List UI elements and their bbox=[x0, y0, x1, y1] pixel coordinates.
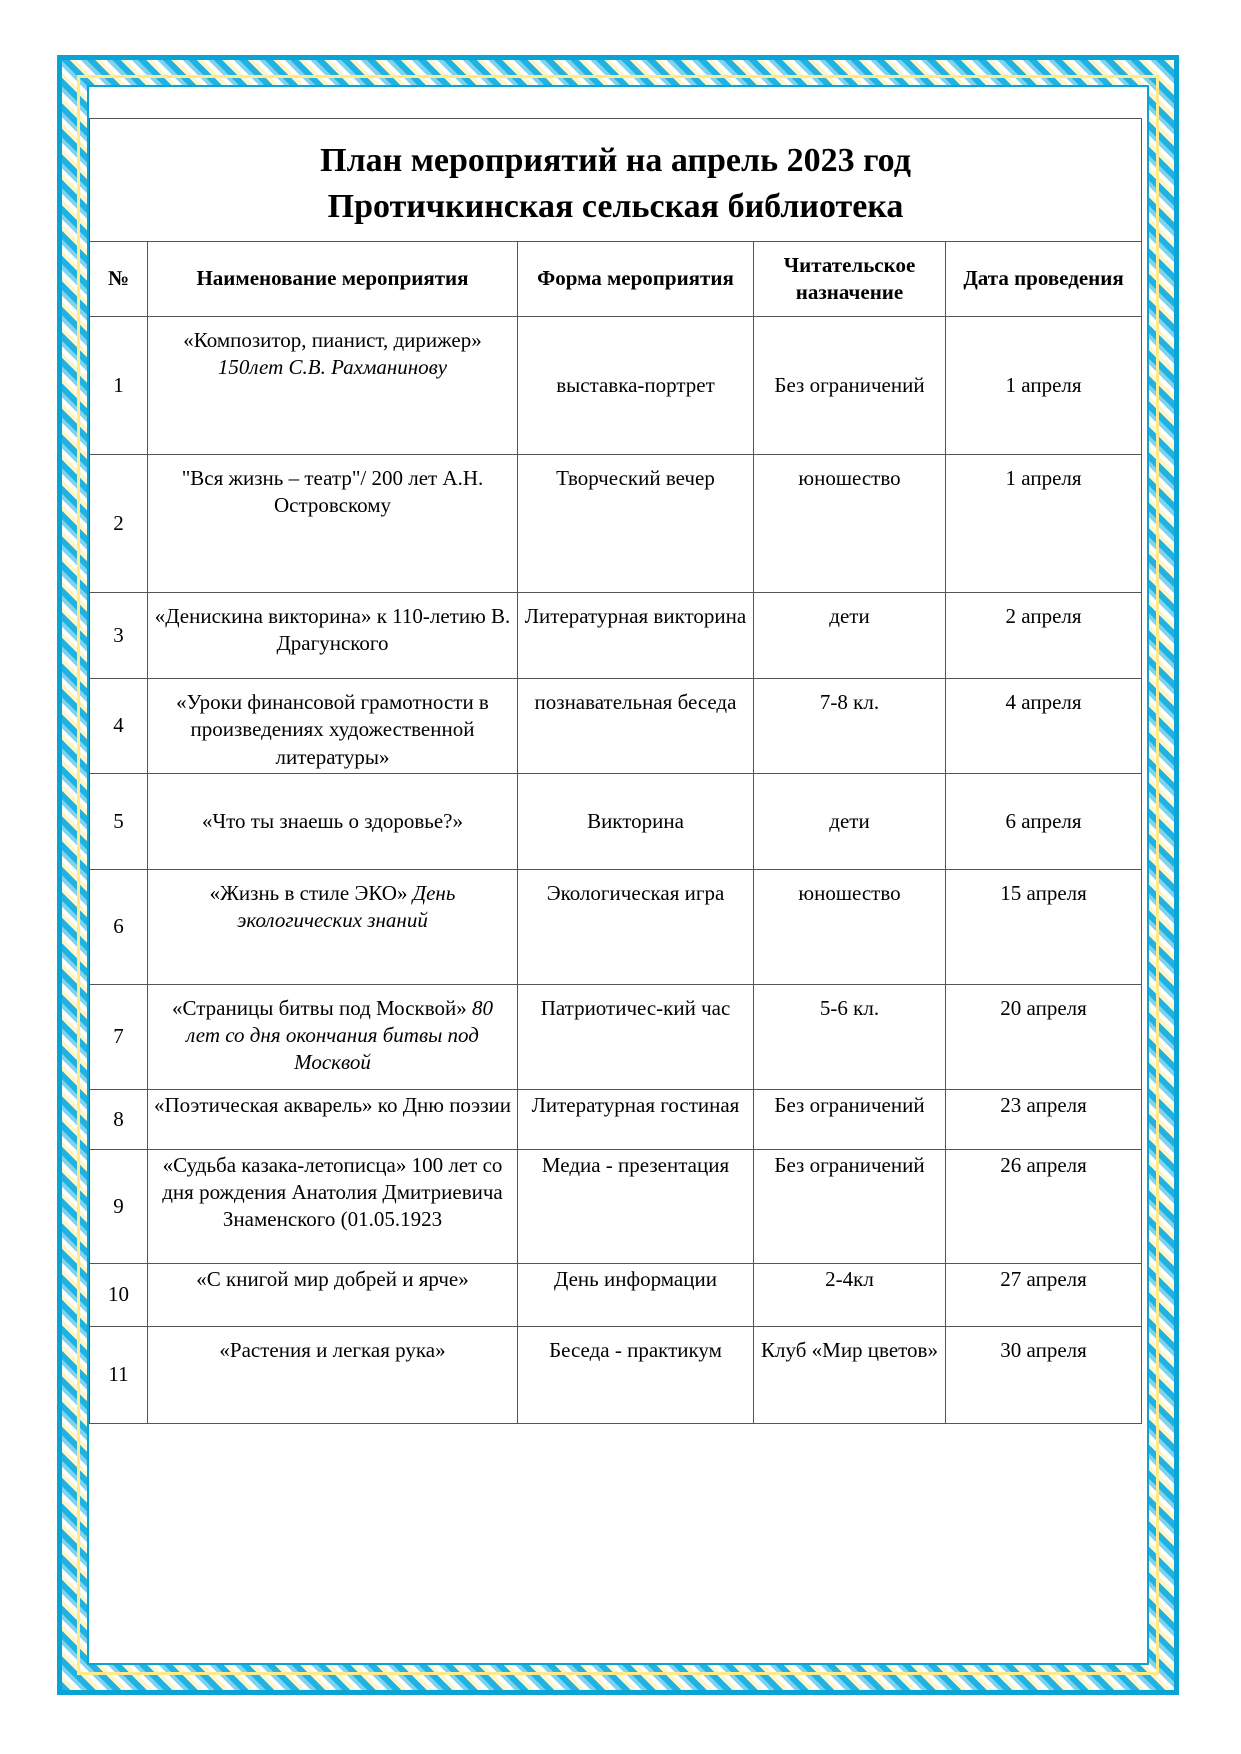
title-line-1: План мероприятий на апрель 2023 год bbox=[320, 142, 911, 180]
header-audience: Читательское назначение bbox=[754, 242, 946, 317]
row-form: Викторина bbox=[518, 773, 754, 869]
row-date: 20 апреля bbox=[946, 984, 1142, 1089]
table-row bbox=[90, 984, 1142, 1089]
row-date: 4 апреля bbox=[946, 679, 1142, 774]
row-name: «Судьба казака-летописца» 100 лет со дня рождения Анатолия Дмитриевича Знаменского (01.05.1923 bbox=[148, 1149, 518, 1263]
header-num: № bbox=[90, 242, 148, 317]
row-audience: Без ограничений bbox=[754, 317, 946, 455]
row-date: 30 апреля bbox=[946, 1326, 1142, 1423]
row-name: «Денискина викторина» к 110-летию В. Драгунского bbox=[148, 593, 518, 679]
row-num: 6 bbox=[90, 869, 148, 984]
row-num: 4 bbox=[90, 679, 148, 774]
name-italic: 80 лет со дня окончания битвы под Москвой bbox=[186, 995, 493, 1075]
row-form: Патриотичес-кий час bbox=[518, 984, 754, 1089]
row-num: 10 bbox=[90, 1263, 148, 1326]
row-name: «Поэтическая акварель» ко Дню поэзии bbox=[148, 1089, 518, 1149]
row-date: 27 апреля bbox=[946, 1263, 1142, 1326]
row-num: 7 bbox=[90, 984, 148, 1089]
row-date: 1 апреля bbox=[946, 455, 1142, 593]
row-audience: Клуб «Мир цветов» bbox=[754, 1326, 946, 1423]
row-audience: юношество bbox=[754, 455, 946, 593]
row-name bbox=[148, 317, 518, 455]
row-num: 5 bbox=[90, 773, 148, 869]
name-italic: 150лет С.В. Рахманинову bbox=[217, 355, 448, 380]
row-audience: 7-8 кл. bbox=[754, 679, 946, 774]
row-num: 8 bbox=[90, 1089, 148, 1149]
row-form: День информации bbox=[518, 1263, 754, 1326]
row-name: «С книгой мир добрей и ярче» bbox=[148, 1263, 518, 1326]
row-num: 2 bbox=[90, 455, 148, 593]
row-num: 3 bbox=[90, 593, 148, 679]
table-row bbox=[90, 1089, 1142, 1149]
table-row bbox=[90, 1263, 1142, 1326]
title-line-2: Протичкинская сельская библиотека bbox=[327, 188, 904, 225]
table-row bbox=[90, 1149, 1142, 1263]
row-name: «Что ты знаешь о здоровье?» bbox=[148, 773, 518, 869]
row-name bbox=[148, 869, 518, 984]
name-italic: День экологических знаний bbox=[237, 880, 456, 933]
title-row bbox=[90, 119, 1142, 242]
row-date: 1 апреля bbox=[946, 317, 1142, 455]
row-form: Медиа - презентация bbox=[518, 1149, 754, 1263]
row-date: 2 апреля bbox=[946, 593, 1142, 679]
row-num: 1 bbox=[90, 317, 148, 455]
row-audience: дети bbox=[754, 593, 946, 679]
row-form: Творческий вечер bbox=[518, 455, 754, 593]
row-audience: Без ограничений bbox=[754, 1089, 946, 1149]
row-name: "Вся жизнь – театр"/ 200 лет А.Н. Островскому bbox=[148, 455, 518, 593]
name-text: «Жизнь в стиле ЭКО» bbox=[209, 880, 408, 905]
row-name: «Растения и легкая рука» bbox=[148, 1326, 518, 1423]
row-name bbox=[148, 984, 518, 1089]
name-text: «Страницы битвы под Москвой» bbox=[172, 995, 467, 1020]
page-title bbox=[90, 119, 1142, 242]
header-form: Форма мероприятия bbox=[518, 242, 754, 317]
row-audience: 5-6 кл. bbox=[754, 984, 946, 1089]
row-audience: юношество bbox=[754, 869, 946, 984]
row-form: Беседа - практикум bbox=[518, 1326, 754, 1423]
table-row bbox=[90, 317, 1142, 455]
row-audience: Без ограничений bbox=[754, 1149, 946, 1263]
row-date: 15 апреля bbox=[946, 869, 1142, 984]
row-date: 6 апреля bbox=[946, 773, 1142, 869]
row-form: выставка-портрет bbox=[518, 317, 754, 455]
row-form: Литературная гостиная bbox=[518, 1089, 754, 1149]
row-form: Экологическая игра bbox=[518, 869, 754, 984]
row-name: «Уроки финансовой грамотности в произведениях художественной литературы» bbox=[148, 679, 518, 774]
row-num: 11 bbox=[90, 1326, 148, 1423]
table-row bbox=[90, 455, 1142, 593]
row-date: 23 апреля bbox=[946, 1089, 1142, 1149]
header-name: Наименование мероприятия bbox=[148, 242, 518, 317]
header-date: Дата проведения bbox=[946, 242, 1142, 317]
table-row bbox=[90, 679, 1142, 774]
row-form: познавательная беседа bbox=[518, 679, 754, 774]
events-table bbox=[89, 118, 1142, 1424]
row-form: Литературная викторина bbox=[518, 593, 754, 679]
row-audience: дети bbox=[754, 773, 946, 869]
row-date: 26 апреля bbox=[946, 1149, 1142, 1263]
header-row bbox=[90, 242, 1142, 317]
table-row bbox=[90, 869, 1142, 984]
table-row bbox=[90, 1326, 1142, 1423]
name-text: «Композитор, пианист, дирижер» bbox=[183, 328, 482, 352]
table-row bbox=[90, 773, 1142, 869]
row-num: 9 bbox=[90, 1149, 148, 1263]
table-row bbox=[90, 593, 1142, 679]
row-audience: 2-4кл bbox=[754, 1263, 946, 1326]
